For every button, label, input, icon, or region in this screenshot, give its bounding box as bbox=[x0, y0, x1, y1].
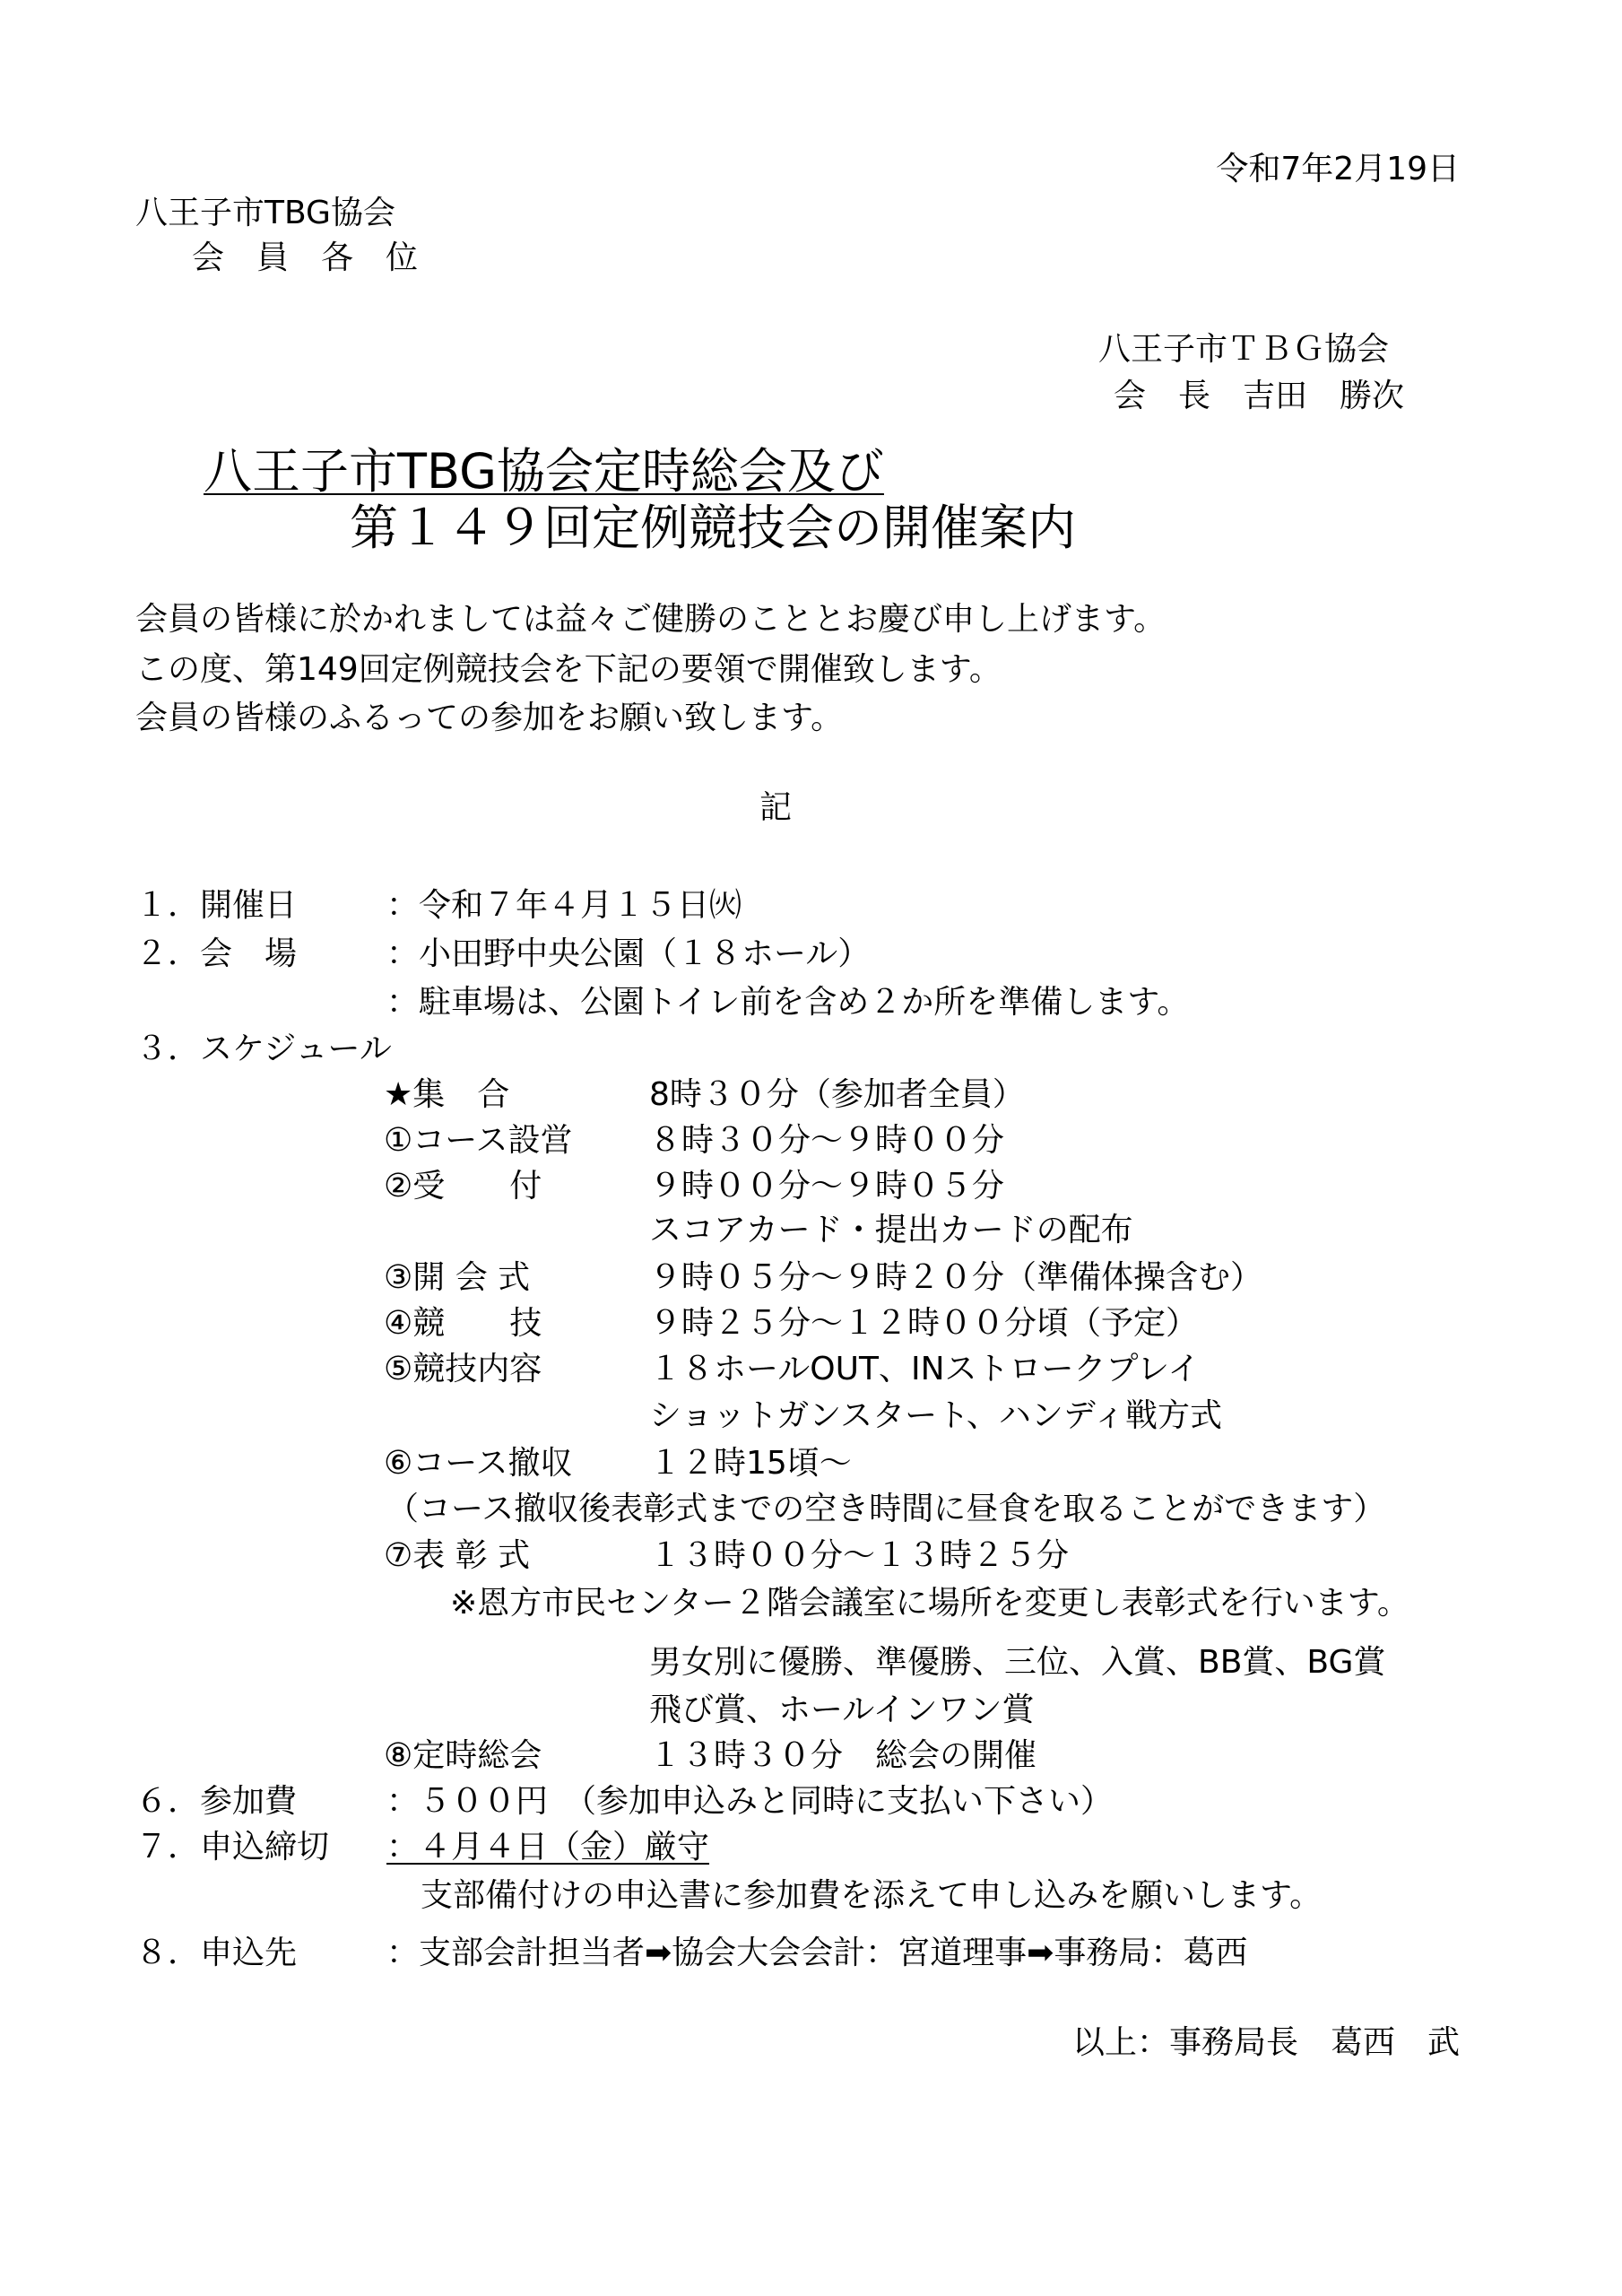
schedule-item-value: ８時３０分～９時００分 bbox=[649, 1122, 1005, 1159]
item-schedule-label: ３．スケジュール bbox=[135, 1031, 392, 1067]
schedule-item-value: ９時００分～９時０５分 bbox=[649, 1168, 1005, 1205]
recipient-org: 八王子市TBG協会 bbox=[135, 195, 395, 231]
schedule-item-label: ⑤競技内容 bbox=[384, 1351, 542, 1387]
schedule-item-detail: ショットガンスタート、ハンディ戦方式 bbox=[649, 1397, 1223, 1434]
schedule-item-label: ⑥コース撤収 bbox=[384, 1445, 573, 1482]
schedule-awards-line: 男女別に優勝、準優勝、三位、入賞、BB賞、BG賞 bbox=[649, 1644, 1386, 1681]
sender-org: 八王子市ＴＢＧ協会 bbox=[1098, 331, 1390, 368]
sender-name: 会 長 吉田 勝次 bbox=[1114, 378, 1405, 414]
intro-line: 会員の皆様に於かれましては益々ご健勝のこととお慶び申し上げます。 bbox=[135, 601, 1167, 638]
schedule-item-value: １３時００分～１３時２５分 bbox=[649, 1537, 1070, 1574]
item-venue-value: ：小田野中央公園（１８ホール） bbox=[386, 935, 871, 972]
intro-line: この度、第149回定例競技会を下記の要領で開催致します。 bbox=[135, 651, 1002, 688]
schedule-lunch-note: （コース撤収後表彰式までの空き時間に昼食を取ることができます） bbox=[386, 1491, 1386, 1527]
item-venue-parking: ：駐車場は、公園トイレ前を含め２か所を準備します。 bbox=[386, 984, 1190, 1021]
schedule-item-label: ⑦表 彰 式 bbox=[384, 1537, 531, 1574]
schedule-awards-line: 飛び賞、ホールインワン賞 bbox=[649, 1692, 1035, 1728]
schedule-venue-change-note: ※恩方市民センター２階会議室に場所を変更し表彰式を行います。 bbox=[450, 1585, 1409, 1622]
schedule-item-label: ④競 技 bbox=[384, 1305, 542, 1342]
schedule-item-label: ②受 付 bbox=[384, 1168, 542, 1205]
schedule-item-label: ①コース設営 bbox=[384, 1122, 573, 1159]
schedule-item-value: ９時２５分～１２時００分頃（予定） bbox=[649, 1305, 1199, 1342]
item-apply-label: ８．申込先 bbox=[135, 1935, 298, 1971]
intro-line: 会員の皆様のふるっての参加をお願い致します。 bbox=[135, 700, 844, 736]
closing-signature: 以上：事務局長 葛西 武 bbox=[1071, 2024, 1460, 2061]
item-date-value: ：令和７年４月１５日㈫ bbox=[386, 887, 742, 924]
schedule-item-value: ９時０５分～９時２０分（準備体操含む） bbox=[649, 1259, 1263, 1296]
schedule-item-label: ★集 合 bbox=[384, 1076, 510, 1113]
schedule-item-value: １２時15頃～ bbox=[649, 1445, 852, 1482]
item-deadline-note: 支部備付けの申込書に参加費を添えて申し込みを願いします。 bbox=[421, 1877, 1323, 1914]
recipient-members: 会 員 各 位 bbox=[192, 239, 419, 276]
schedule-item-value: １８ホールOUT、INストロークプレイ bbox=[649, 1351, 1201, 1387]
item-deadline-label: ７．申込締切 bbox=[135, 1829, 330, 1866]
title-line-2: 第１４９回定例競技会の開催案内 bbox=[350, 500, 1076, 556]
schedule-item-value: 8時３０分（参加者全員） bbox=[649, 1076, 1025, 1113]
item-date-label: １．開催日 bbox=[135, 887, 298, 924]
item-fee-value: ：５００円 （参加申込みと同時に支払い下さい） bbox=[386, 1783, 1114, 1820]
schedule-item-detail: スコアカード・提出カードの配布 bbox=[649, 1212, 1133, 1248]
item-venue-label: ２．会 場 bbox=[135, 935, 298, 972]
schedule-item-value: １３時３０分 総会の開催 bbox=[649, 1737, 1037, 1774]
title-line-1: 八王子市TBG協会定時総会及び bbox=[204, 443, 884, 500]
schedule-item-label: ⑧定時総会 bbox=[384, 1737, 542, 1774]
item-deadline-value: ：４月４日（金）厳守 bbox=[386, 1829, 710, 1866]
ki-heading: 記 bbox=[759, 789, 793, 826]
item-fee-label: ６．参加費 bbox=[135, 1783, 298, 1820]
schedule-item-label: ③開 会 式 bbox=[384, 1259, 531, 1296]
document-date: 令和7年2月19日 bbox=[1216, 151, 1460, 187]
item-apply-value: ：支部会計担当者➡協会大会会計：宮道理事➡事務局：葛西 bbox=[386, 1935, 1248, 1971]
